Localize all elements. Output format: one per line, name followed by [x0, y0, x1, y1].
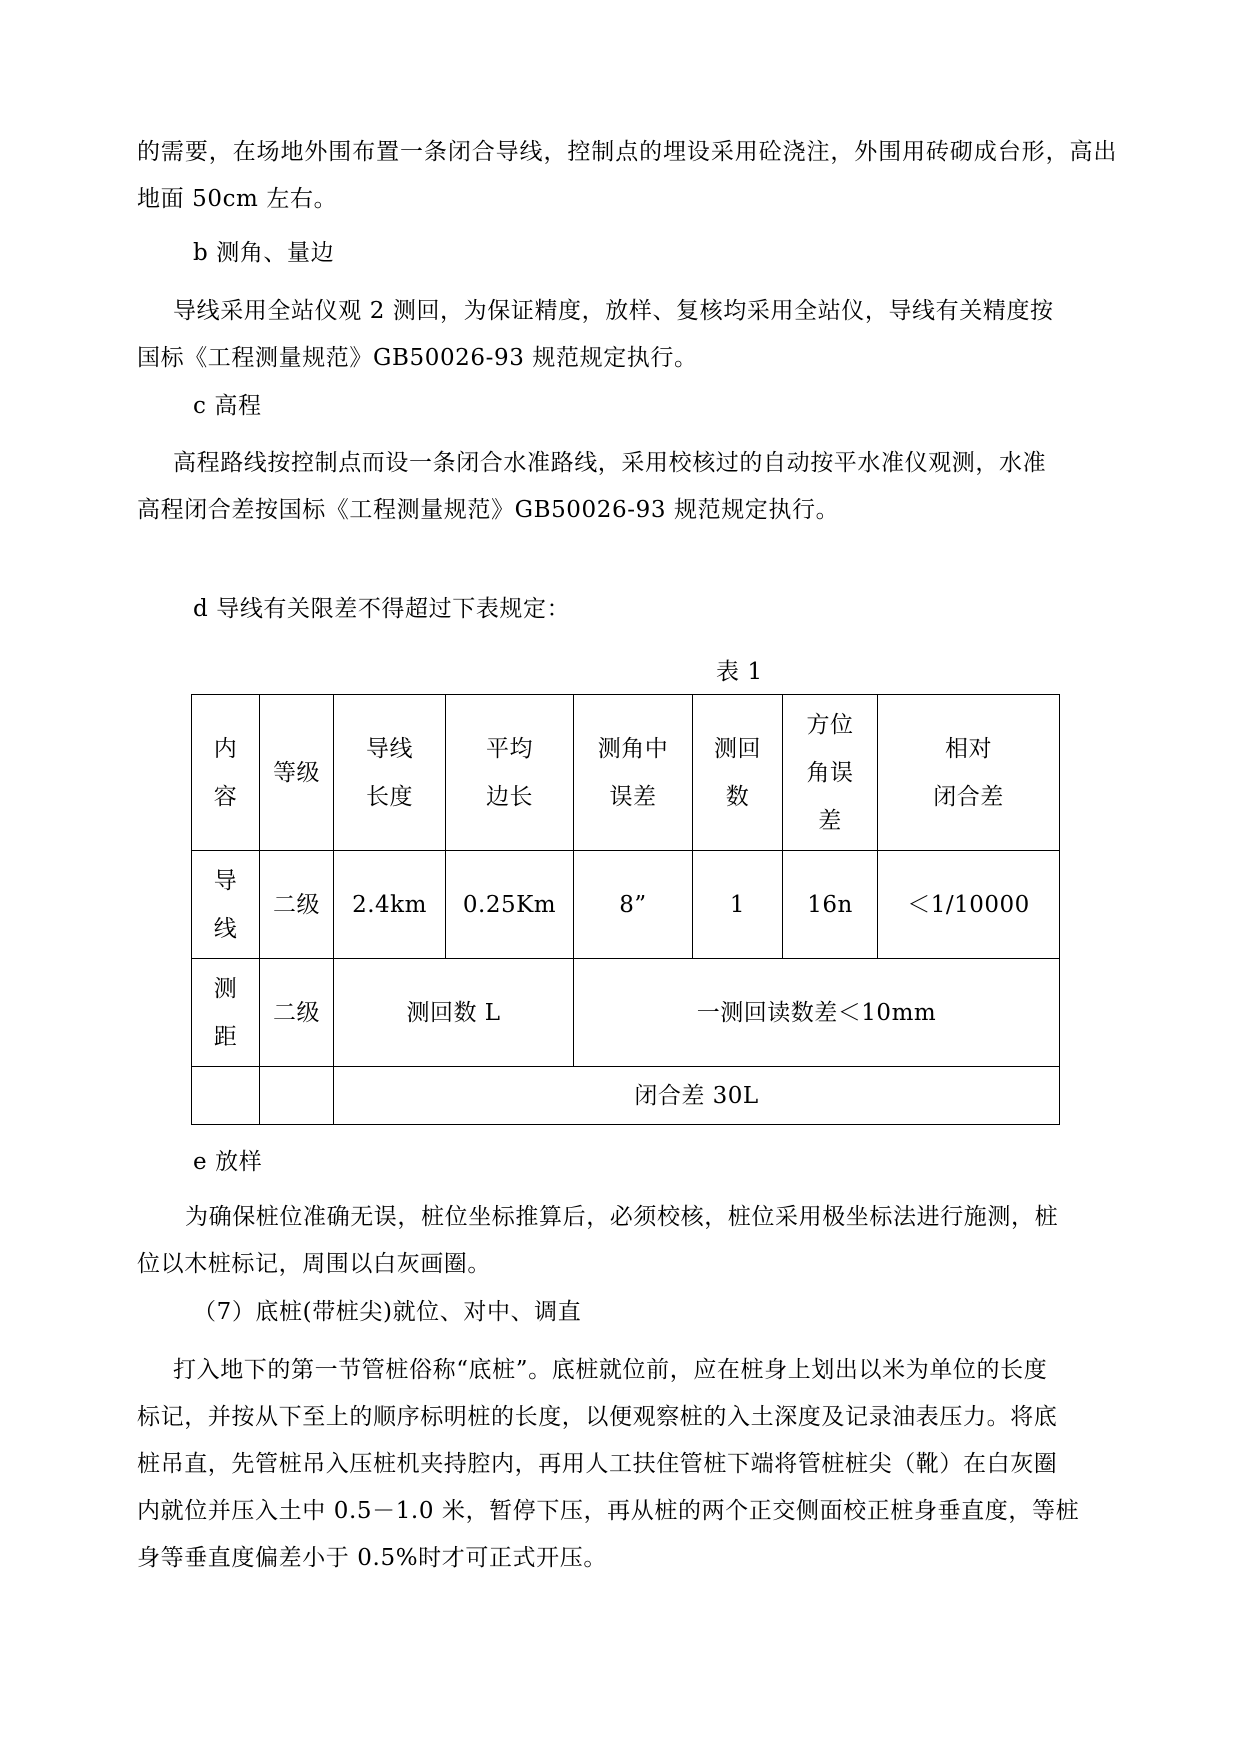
paragraph-bottom-pile-line5: 身等垂直度偏差小于 0.5%时才可正式开压。: [137, 1545, 607, 1571]
row-traverse-angle-error: 8”: [574, 851, 693, 959]
header-content: 内 容: [192, 695, 260, 851]
paragraph-bottom-pile-line1: 打入地下的第一节管桩俗称“底桩”。底桩就位前，应在桩身上划出以米为单位的长度: [173, 1357, 1048, 1383]
header-azimuth-error: 方位 角误 差: [783, 695, 878, 851]
header-rounds: 测回 数: [693, 695, 783, 851]
header-traverse-length: 导线 长度: [334, 695, 446, 851]
row-closure-value: 闭合差 30L: [334, 1067, 1060, 1125]
header-average-side: 平均 边长: [446, 695, 574, 851]
row-distance-rounds: 测回数 L: [334, 959, 574, 1067]
paragraph-elevation-line2: 高程闭合差按国标《工程测量规范》GB50026-93 规范规定执行。: [137, 497, 840, 523]
row-distance-label: 测 距: [192, 959, 260, 1067]
paragraph-bottom-pile-line4: 内就位并压入土中 0.5－1.0 米，暂停下压，再从桩的两个正交侧面校正桩身垂直度，等桩: [137, 1498, 1080, 1524]
header-grade: 等级: [260, 695, 334, 851]
paragraph-bottom-pile-line3: 桩吊直，先管桩吊入压桩机夹持腔内，再用人工扶住管桩下端将管桩桩尖（靴）在白灰圈: [137, 1451, 1058, 1477]
paragraph-traverse-line2: 国标《工程测量规范》GB50026-93 规范规定执行。: [137, 345, 698, 371]
heading-tolerance: d 导线有关限差不得超过下表规定：: [193, 596, 571, 622]
header-relative-closure: 相对 闭合差: [878, 695, 1060, 851]
heading-elevation: c 高程: [193, 393, 262, 419]
paragraph-bottom-pile-line2: 标记，并按从下至上的顺序标明桩的长度，以便观察桩的入土深度及记录油表压力。将底: [137, 1404, 1058, 1430]
row-traverse-length: 2.4km: [334, 851, 446, 959]
paragraph-control-points: 的需要，在场地外围布置一条闭合导线，控制点的埋设采用砼浇注，外围用砖砌成台形，高出地面 50cm 左右。: [137, 139, 1117, 212]
tolerance-table: [191, 694, 1060, 1125]
paragraph-setting-out-line1: 为确保桩位准确无误，桩位坐标推算后，必须校核，桩位采用极坐标法进行施测，桩: [185, 1204, 1059, 1230]
row-closure-empty-1: [192, 1067, 260, 1125]
table-header-row: [192, 695, 1060, 851]
row-closure-empty-2: [260, 1067, 334, 1125]
table-row-traverse: [192, 851, 1060, 959]
paragraph-elevation-line1: 高程路线按控制点而设一条闭合水准路线，采用校核过的自动按平水准仪观测，水准: [173, 450, 1047, 476]
heading-setting-out: e 放样: [193, 1149, 263, 1175]
row-traverse-azimuth-error: 16n: [783, 851, 878, 959]
heading-bottom-pile: （7）底桩(带桩尖)就位、对中、调直: [193, 1299, 582, 1325]
row-traverse-relative-closure: ＜1/10000: [878, 851, 1060, 959]
paragraph-setting-out-line2: 位以木桩标记，周围以白灰画圈。: [137, 1251, 491, 1277]
paragraph-traverse-line1: 导线采用全站仪观 2 测回，为保证精度，放样、复核均采用全站仪，导线有关精度按: [173, 298, 1054, 324]
table-row-distance: [192, 959, 1060, 1067]
row-traverse-label: 导 线: [192, 851, 260, 959]
table-row-closure: [192, 1067, 1060, 1125]
heading-angle-distance: b 测角、量边: [193, 240, 335, 266]
row-traverse-grade: 二级: [260, 851, 334, 959]
row-traverse-rounds: 1: [693, 851, 783, 959]
row-traverse-average-side: 0.25Km: [446, 851, 574, 959]
row-distance-grade: 二级: [260, 959, 334, 1067]
table-caption: 表 1: [716, 659, 763, 685]
row-distance-reading-diff: 一测回读数差＜10mm: [574, 959, 1060, 1067]
header-angle-error: 测角中 误差: [574, 695, 693, 851]
